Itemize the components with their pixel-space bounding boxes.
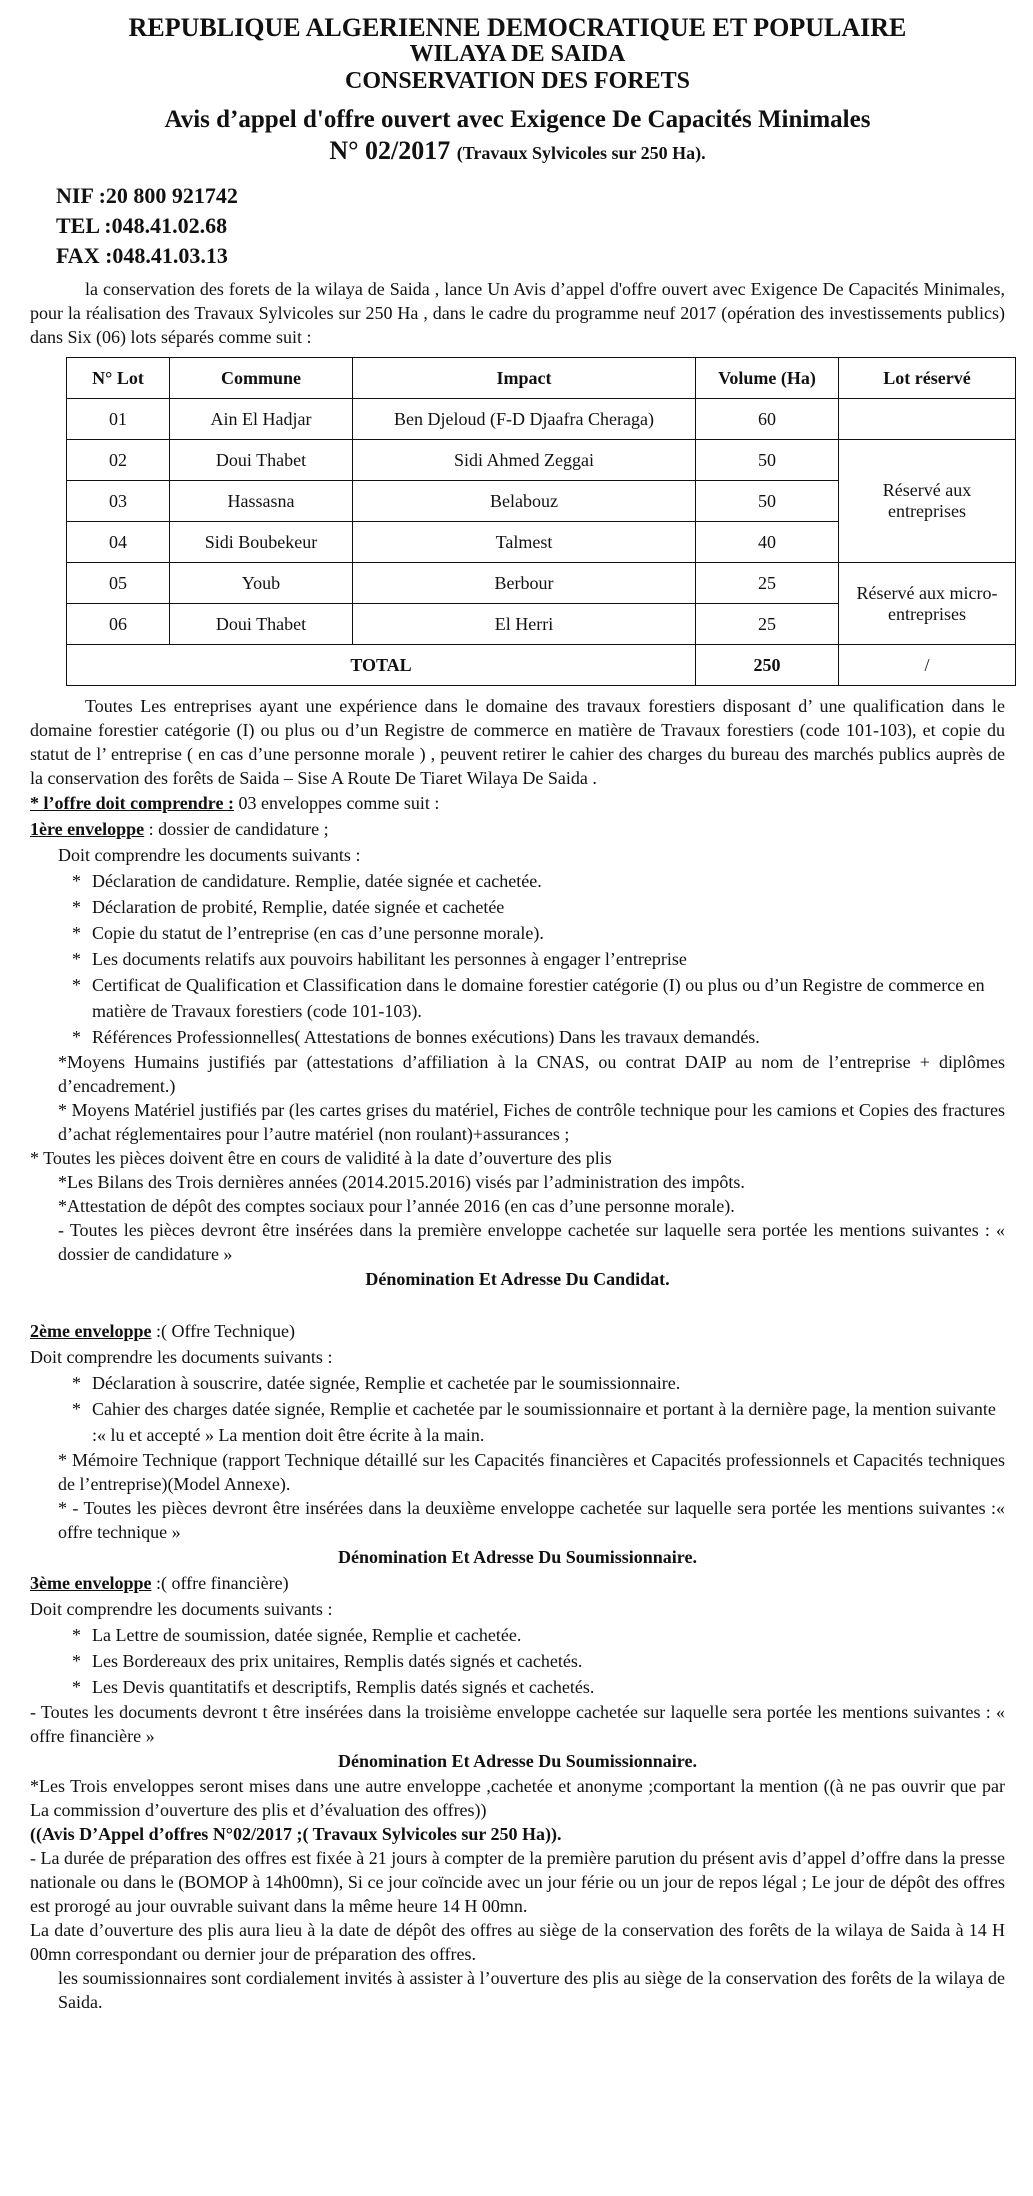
list-item: * Cahier des charges datée signée, Remplie et cachetée par le soumissionnaire et portant à la dernière page, la mention suivante :« lu et accepté » La mention doit être écrite à la main. [30, 1396, 1005, 1448]
env3-doc-intro: Doit comprendre les documents suivants : [30, 1599, 333, 1619]
header-republic: REPUBLIQUE ALGERIENNE DEMOCRATIQUE ET POPULAIRE [128, 13, 907, 42]
list-item: * Déclaration de probité, Remplie, datée signée et cachetée [30, 894, 1005, 920]
cell-lot: 02 [67, 440, 170, 481]
cell-commune: Sidi Boubekeur [170, 522, 353, 563]
col-volume: Volume (Ha) [696, 358, 839, 399]
lots-table [66, 357, 1016, 686]
env2-heading [30, 1318, 1005, 1344]
cell-reserve-micro: Réservé aux micro-entreprises [839, 563, 1016, 645]
header-wilaya: WILAYA DE SAIDA [409, 41, 626, 67]
cell-volume: 40 [696, 522, 839, 563]
list-item: * Références Professionnelles( Attestations de bonnes exécutions) Dans les travaux demandés. [30, 1024, 1005, 1050]
cell-lot: 05 [67, 563, 170, 604]
env1-extra: *Les Bilans des Trois dernières années (2014.2015.2016) visés par l’administration des impôts. [58, 1172, 745, 1192]
env1-extra: *Attestation de dépôt des comptes sociaux pour l’année 2016 (en cas d’une personne morale). [58, 1196, 735, 1216]
env3-heading [30, 1570, 1005, 1596]
env2-extra: * - Toutes les pièces devront être insérées dans la deuxième enveloppe cachetée sur laquelle sera portée les mentions suivantes :« offre technique » [58, 1498, 1005, 1542]
cell-volume: 50 [696, 481, 839, 522]
env1-heading [30, 816, 1005, 842]
closing-p5: les soumissionnaires sont cordialement invités à assister à l’ouverture des plis au siège de la conservation des forêts de la wilaya de Saida. [58, 1968, 1005, 2012]
fax: FAX :048.41.03.13 [56, 243, 228, 268]
cell-volume: 50 [696, 440, 839, 481]
total-value: 250 [696, 645, 839, 686]
cell-lot: 01 [67, 399, 170, 440]
offer-intro [30, 790, 1005, 816]
closing-p3: - La durée de préparation des offres est fixée à 21 jours à compter de la première parution du présent avis d’appel d’offre dans la presse nationale ou dans le (BOMOP à 14h00mn), Si ce jour coïncide avec un jour férie ou un jour de repos légal ; Le jour de dépôt des offres est prorogé au jour ouvrable suivant dans la même heure 14 H 00mn. [30, 1848, 1005, 1916]
list-item: * Déclaration à souscrire, datée signée, Remplie et cachetée par le soumissionnaire. [30, 1370, 1005, 1396]
cell-lot: 04 [67, 522, 170, 563]
env1-doc-intro: Doit comprendre les documents suivants : [58, 845, 361, 865]
cell-reserve-entreprises: Réservé aux entreprises [839, 440, 1016, 563]
env2-footer: Dénomination Et Adresse Du Soumissionnaire. [338, 1547, 697, 1567]
closing-p1: *Les Trois enveloppes seront mises dans une autre enveloppe ,cachetée et anonyme ;comportant la mention ((à ne pas ouvrir que par La commission d’ouverture des plis et d’évaluation des offres)) [30, 1776, 1005, 1820]
env1-extra: *Moyens Humains justifiés par (attestations d’affiliation à la CNAS, ou contrat DAIP au nom de l’entreprise + diplômes d’encadrement.) [58, 1052, 1005, 1096]
notice-title: Avis d’appel d'offre ouvert avec Exigence De Capacités Minimales [164, 106, 871, 133]
table-total-row [67, 645, 1016, 686]
closing-p4: La date d’ouverture des plis aura lieu à la date de dépôt des offres au siège de la conservation des forêts de la wilaya de Saida à 14 H 00mn correspondant ou dernier jour de préparation des offres. [30, 1920, 1005, 1964]
list-item: * La Lettre de soumission, datée signée, Remplie et cachetée. [30, 1622, 1005, 1648]
env1-extra: - Toutes les pièces devront être insérées dans la première enveloppe cachetée sur laquelle sera portée les mentions suivantes : « dossier de candidature » [58, 1220, 1005, 1264]
env2-list [30, 1370, 1005, 1448]
notice-number-value: N° 02/2017 [329, 136, 451, 165]
notice-number [30, 135, 1005, 169]
list-item: * Les documents relatifs aux pouvoirs habilitant les personnes à engager l’entreprise [30, 946, 1005, 972]
env2-extra: * Mémoire Technique (rapport Technique détaillé sur les Capacités financières et Capacités professionnels et Capacités techniques de l’entreprise)(Model Annexe). [58, 1450, 1005, 1494]
cell-commune: Doui Thabet [170, 604, 353, 645]
cell-impact: Talmest [353, 522, 696, 563]
list-item: * Déclaration de candidature. Remplie, datée signée et cachetée. [30, 868, 1005, 894]
cell-impact: Belabouz [353, 481, 696, 522]
env2-text: :( Offre Technique) [151, 1321, 296, 1341]
env3-extra: - Toutes les documents devront t être insérées dans la troisième enveloppe cachetée sur laquelle sera portée les mentions suivantes : « offre financière » [30, 1702, 1005, 1746]
cell-impact: Sidi Ahmed Zeggai [353, 440, 696, 481]
env1-label: 1ère enveloppe [30, 819, 145, 839]
cell-commune: Hassasna [170, 481, 353, 522]
header-conservation: CONSERVATION DES FORETS [344, 68, 691, 94]
list-item: * Certificat de Qualification et Classification dans le domaine forestier catégorie (I) ou plus ou d’un Registre de commerce en matière de Travaux forestiers (code 101-103). [30, 972, 1005, 1024]
env2-label: 2ème enveloppe [30, 1321, 152, 1341]
table-row [67, 399, 1016, 440]
table-header-row [67, 358, 1016, 399]
cell-commune: Doui Thabet [170, 440, 353, 481]
list-item: * Les Bordereaux des prix unitaires, Remplis datés signés et cachetés. [30, 1648, 1005, 1674]
env1-text: : dossier de candidature ; [144, 819, 329, 839]
cell-impact: Berbour [353, 563, 696, 604]
nif: NIF :20 800 921742 [56, 183, 238, 208]
env1-footer: Dénomination Et Adresse Du Candidat. [365, 1269, 670, 1289]
cell-impact: El Herri [353, 604, 696, 645]
cell-reserve-empty [839, 399, 1016, 440]
contact-ids [56, 181, 1005, 271]
env1-extra: * Moyens Matériel justifiés par (les cartes grises du matériel, Fiches de contrôle technique pour les camions et Copies des fractures d’achat réglementaires pour l’autre matériel (non roulant)+assurances ; [58, 1100, 1005, 1144]
env2-doc-intro: Doit comprendre les documents suivants : [30, 1347, 333, 1367]
table-row [67, 563, 1016, 604]
cell-commune: Youb [170, 563, 353, 604]
cell-lot: 03 [67, 481, 170, 522]
col-commune: Commune [170, 358, 353, 399]
env3-text: :( offre financière) [151, 1573, 289, 1593]
tel: TEL :048.41.02.68 [56, 213, 228, 238]
env3-list [30, 1622, 1005, 1700]
env1-extra: * Toutes les pièces doivent être en cours de validité à la date d’ouverture des plis [30, 1148, 612, 1168]
cell-impact: Ben Djeloud (F-D Djaafra Cheraga) [353, 399, 696, 440]
cell-lot: 06 [67, 604, 170, 645]
closing-p2: ((Avis D’Appel d’offres N°02/2017 ;( Travaux Sylvicoles sur 250 Ha)). [30, 1824, 562, 1844]
env3-footer: Dénomination Et Adresse Du Soumissionnaire. [338, 1751, 697, 1771]
col-lot: N° Lot [67, 358, 170, 399]
cell-volume: 25 [696, 604, 839, 645]
env3-label: 3ème enveloppe [30, 1573, 152, 1593]
cell-commune: Ain El Hadjar [170, 399, 353, 440]
offer-intro-label: * l’offre doit comprendre : [30, 793, 234, 813]
list-item: * Copie du statut de l’entreprise (en cas d’une personne morale). [30, 920, 1005, 946]
eligibility-paragraph: Toutes Les entreprises ayant une expérience dans le domaine des travaux forestiers disposant d’ une qualification dans le domaine forestier catégorie (I) ou plus ou d’un Registre de commerce en matière de Travaux forestiers (code 101-103), et copie du statut de l’ entreprise ( en cas d’une personne morale ) , peuvent retirer le cahier des charges du bureau des marchés publics auprès de la conservation des forêts de Saida – Sise A Route De Tiaret Wilaya De Saida . [30, 696, 1005, 788]
table-row [67, 440, 1016, 481]
offer-intro-text: 03 enveloppes comme suit : [233, 793, 440, 813]
notice-number-note: (Travaux Sylvicoles sur 250 Ha). [456, 143, 706, 163]
total-reserve: / [839, 645, 1016, 686]
total-label: TOTAL [67, 645, 696, 686]
cell-volume: 60 [696, 399, 839, 440]
list-item: * Les Devis quantitatifs et descriptifs, Remplis datés signés et cachetés. [30, 1674, 1005, 1700]
col-reserve: Lot réservé [839, 358, 1016, 399]
intro-paragraph: la conservation des forets de la wilaya de Saida , lance Un Avis d’appel d'offre ouvert avec Exigence De Capacités Minimales, pour la réalisation des Travaux Sylvicoles sur 250 Ha , dans le cadre du programme neuf 2017 (opération des investissements publics) dans Six (06) lots séparés comme suit : [30, 279, 1005, 347]
env1-list [30, 868, 1005, 1050]
cell-volume: 25 [696, 563, 839, 604]
col-impact: Impact [353, 358, 696, 399]
